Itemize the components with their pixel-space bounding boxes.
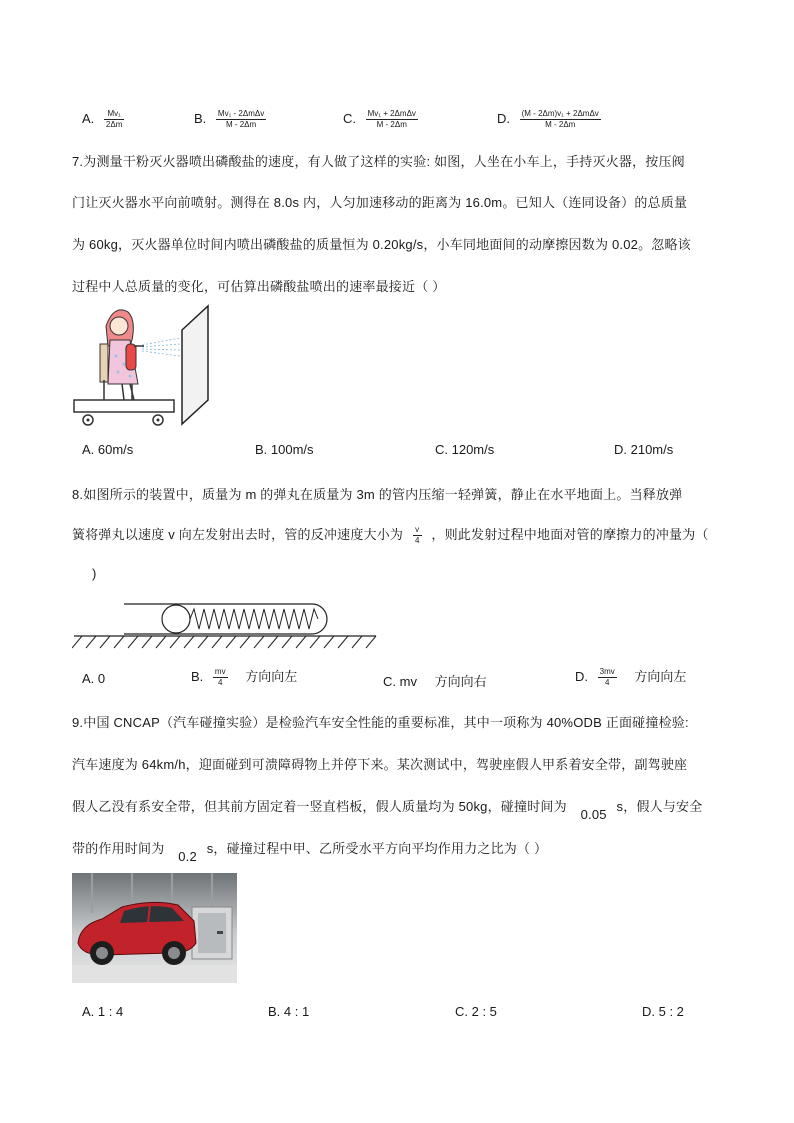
fraction [520,109,601,130]
fraction-numerator: Mv₁ - 2ΔmΔv [217,109,265,118]
fraction-denominator: M - 2Δm [225,120,257,129]
q8-line-3: ) [92,566,97,581]
q8-option-d [575,666,686,688]
fraction [366,109,418,130]
option-letter: A. [82,110,95,126]
fraction-numerator: Mv₁ + 2ΔmΔv [367,109,416,118]
q6-option-a [82,109,124,130]
crash-test-photo [72,873,237,983]
q7-line-3: 为 60kg，灭火器单位时间内喷出磷酸盐的质量恒为 0.20kg/s，小车同地面间的动摩擦因数为 0.02。忽略该 [72,237,691,252]
q7-line-4: 过程中人总质量的变化，可估算出磷酸盐喷出的速率最接近（ ） [72,279,446,294]
direction-text: 方向向右 [434,674,487,689]
q8-option-a: A. 0 [82,671,106,686]
option-letter: B. [194,110,207,126]
fraction-denominator: 4 [604,678,610,688]
direction-text: 方向向左 [245,669,298,684]
spring-tube-figure [72,596,382,652]
fraction [413,525,422,546]
q7-line-2: 门让灭火器水平向前喷射。测得在 8.0s 内，人匀加速移动的距离为 16.0m。已知人（连同设备）的总质量 [72,195,688,210]
q7-option-a: A. 60m/s [82,442,134,457]
time-value-2: 0.2 [178,849,197,864]
q8-line-2 [72,524,709,546]
q9-line-1: 9.中国 CNCAP（汽车碰撞实验）是检验汽车安全性能的重要标准，其中一项称为 40%ODB 正面碰撞检验: [72,715,689,730]
fraction-denominator: M - 2Δm [376,120,407,129]
option-letter: B. [191,669,204,684]
q9-line-4 [72,838,548,864]
fraction [104,109,124,130]
fraction-numerator: Mv₁ [104,109,124,120]
q6-option-d [497,109,601,130]
fraction-denominator: 2Δm [105,120,123,129]
q9-line-3-end: s，假人与安全 [616,799,703,814]
q8-option-b [191,666,297,688]
fraction-numerator: v [413,525,422,536]
q8-line-2-end: ，则此发射过程中地面对管的摩擦力的冲量为（ [431,527,709,542]
q9-line-4-end: s，碰撞过程中甲、乙所受水平方向平均作用力之比为（ ） [206,841,548,856]
q7-option-d: D. 210m/s [614,442,674,457]
direction-text: 方向向左 [634,669,687,684]
option-letter: C. [343,110,356,126]
fraction [213,667,228,688]
q6-option-b [194,109,266,130]
fraction-denominator: 4 [218,678,223,688]
fraction-numerator: 3mv [599,667,615,677]
fraction [216,109,266,130]
fraction [598,667,617,688]
q7-option-b: B. 100m/s [255,442,314,457]
option-text: C. mv [383,674,417,689]
q8-option-c [383,671,487,690]
q9-option-c: C. 2 : 5 [455,1004,497,1019]
fraction-numerator: mv [214,667,226,677]
q9-line-4-start: 带的作用时间为 [72,841,165,856]
q9-option-a: A. 1 : 4 [82,1004,124,1019]
q8-line-2-start: 簧将弹丸以速度 v 向左发射出去时，管的反冲速度大小为 [72,527,404,542]
fraction-denominator: M - 2Δm [545,120,576,129]
q9-line-3-start: 假人乙没有系安全带，但其前方固定着一竖直档板，假人质量均为 50kg，碰撞时间为 [72,799,567,814]
time-value-1: 0.05 [580,807,607,822]
option-letter: D. [497,110,510,126]
q7-line-1: 7.为测量干粉灭火器喷出磷酸盐的速度，有人做了这样的实验: 如图，人坐在小车上，手持灭火器，按压阀 [72,154,685,169]
fraction-denominator: 4 [414,536,420,546]
q6-option-c [343,109,418,130]
q9-option-b: B. 4 : 1 [268,1004,310,1019]
q9-option-d: D. 5 : 2 [642,1004,684,1019]
q9-line-3 [72,796,703,822]
fire-extinguisher-cart-figure [72,300,212,430]
q7-option-c: C. 120m/s [435,442,495,457]
q8-line-1: 8.如图所示的装置中，质量为 m 的弹丸在质量为 3m 的管内压缩一轻弹簧，静止在水平地面上。当释放弹 [72,487,683,502]
option-letter: D. [575,669,588,684]
q9-line-2: 汽车速度为 64km/h，迎面碰到可溃障碍物上并停下来。某次测试中，驾驶座假人甲系着安全带，副驾驶座 [72,757,688,772]
fraction-numerator: (M - 2Δm)v₁ + 2ΔmΔv [521,109,599,118]
